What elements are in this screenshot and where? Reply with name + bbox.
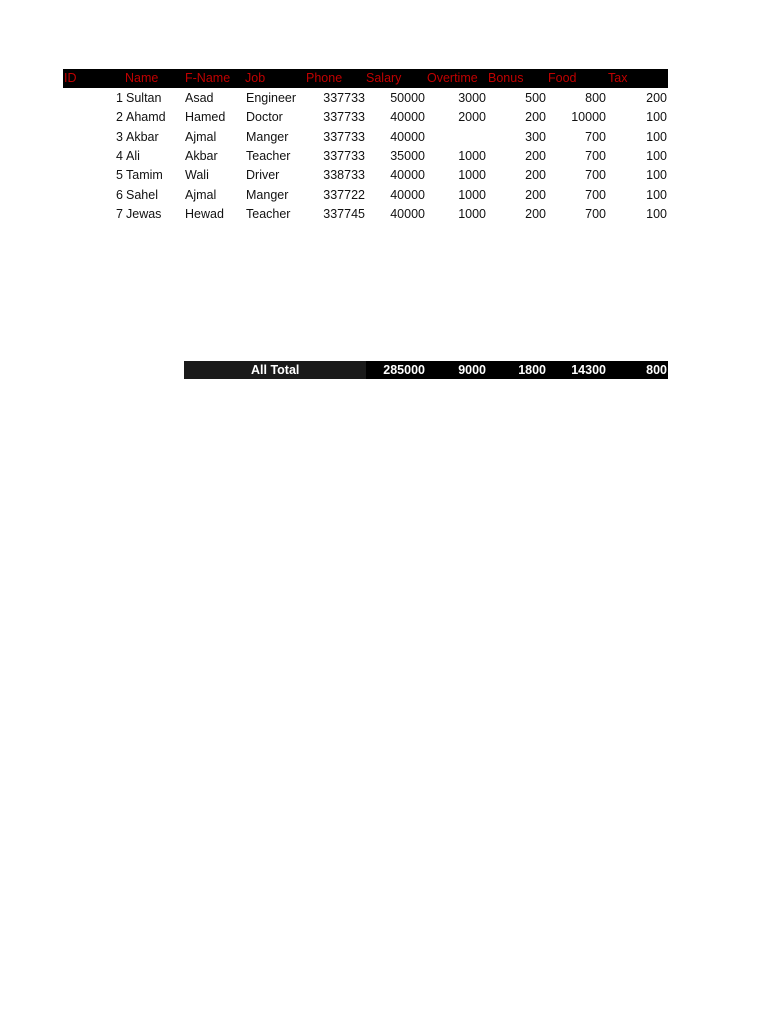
header-overtime: Overtime (427, 71, 478, 85)
cell-phone: 338733 (323, 168, 365, 183)
cell-overtime: 2000 (458, 110, 486, 125)
totals-tax: 800 (646, 363, 667, 377)
cell-bonus: 500 (525, 91, 546, 105)
cell-name: Ahamd (126, 110, 166, 125)
header-food: Food (548, 71, 577, 85)
cell-phone: 337745 (323, 206, 365, 221)
table-row (0, 147, 768, 166)
cell-phone: 337722 (323, 187, 365, 202)
cell-overtime (427, 128, 486, 147)
totals-row (184, 361, 668, 379)
table-row (0, 205, 768, 224)
header-phone: Phone (306, 71, 343, 85)
cell-overtime: 1000 (458, 148, 486, 163)
cell-food: 700 (585, 129, 606, 144)
table-row (0, 89, 768, 108)
cell-job: Doctor (246, 110, 283, 125)
cell-phone: 337733 (323, 129, 365, 144)
cell-fname: Ajmal (185, 129, 217, 144)
cell-tax: 100 (646, 110, 667, 125)
cell-bonus: 300 (525, 129, 546, 144)
header-job: Job (245, 71, 266, 85)
cell-phone: 337733 (323, 148, 365, 163)
header-row (63, 69, 668, 88)
cell-name: Tamim (126, 168, 163, 183)
header-name: Name (125, 71, 159, 85)
header-bonus: Bonus (488, 71, 524, 85)
header-tax: Tax (608, 71, 628, 85)
cell-fname: Asad (185, 91, 214, 105)
cell-id: 5 (116, 168, 123, 183)
cell-job: Manger (246, 187, 289, 202)
cell-food: 10000 (571, 110, 606, 125)
cell-fname: Ajmal (185, 187, 217, 202)
cell-job: Engineer (246, 91, 297, 105)
cell-fname: Akbar (185, 148, 218, 163)
cell-id: 7 (116, 206, 123, 221)
table-row (0, 186, 768, 205)
cell-tax: 100 (646, 187, 667, 202)
cell-id: 3 (116, 129, 123, 144)
cell-overtime: 1000 (458, 206, 486, 221)
cell-bonus: 200 (525, 168, 546, 183)
cell-food: 700 (585, 187, 606, 202)
cell-fname: Hewad (185, 206, 224, 221)
table-row (0, 128, 768, 147)
cell-overtime: 3000 (458, 91, 486, 105)
cell-name: Ali (126, 148, 140, 163)
cell-job: Manger (246, 129, 289, 144)
totals-overtime: 9000 (458, 363, 486, 377)
cell-id: 4 (116, 148, 123, 163)
cell-fname: Hamed (185, 110, 226, 125)
cell-bonus: 200 (525, 187, 546, 202)
cell-name: Sahel (126, 187, 158, 202)
cell-phone: 337733 (323, 110, 365, 125)
cell-fname: Wali (185, 168, 209, 183)
cell-name: Sultan (126, 91, 162, 105)
cell-salary: 40000 (390, 206, 425, 221)
cell-bonus: 200 (525, 206, 546, 221)
cell-id: 6 (116, 187, 123, 202)
table-row (0, 108, 768, 127)
totals-label: All Total (251, 363, 300, 377)
cell-name: Jewas (126, 206, 162, 221)
cell-overtime: 1000 (458, 187, 486, 202)
cell-tax: 100 (646, 206, 667, 221)
cell-bonus: 200 (525, 110, 546, 125)
cell-food: 700 (585, 148, 606, 163)
cell-job: Driver (246, 168, 280, 183)
cell-phone: 337733 (323, 91, 365, 105)
cell-salary: 40000 (390, 129, 425, 144)
cell-bonus: 200 (525, 148, 546, 163)
cell-salary: 40000 (390, 110, 425, 125)
header-id: ID (64, 71, 77, 85)
cell-tax: 100 (646, 148, 667, 163)
cell-job: Teacher (246, 206, 291, 221)
cell-name: Akbar (126, 129, 159, 144)
cell-food: 800 (585, 91, 606, 105)
cell-id: 1 (116, 91, 123, 105)
totals-bonus: 1800 (518, 363, 546, 377)
cell-tax: 100 (646, 129, 667, 144)
cell-food: 700 (585, 206, 606, 221)
cell-tax: 100 (646, 168, 667, 183)
header-fname: F-Name (185, 71, 231, 85)
cell-job: Teacher (246, 148, 291, 163)
cell-tax: 200 (646, 91, 667, 105)
header-salary: Salary (366, 71, 402, 85)
cell-salary: 35000 (390, 148, 425, 163)
cell-overtime: 1000 (458, 168, 486, 183)
cell-id: 2 (116, 110, 123, 125)
totals-food: 14300 (571, 363, 606, 377)
cell-salary: 40000 (390, 187, 425, 202)
totals-salary: 285000 (383, 363, 425, 377)
cell-salary: 40000 (390, 168, 425, 183)
cell-salary: 50000 (390, 91, 425, 105)
cell-food: 700 (585, 168, 606, 183)
table-row (0, 166, 768, 185)
